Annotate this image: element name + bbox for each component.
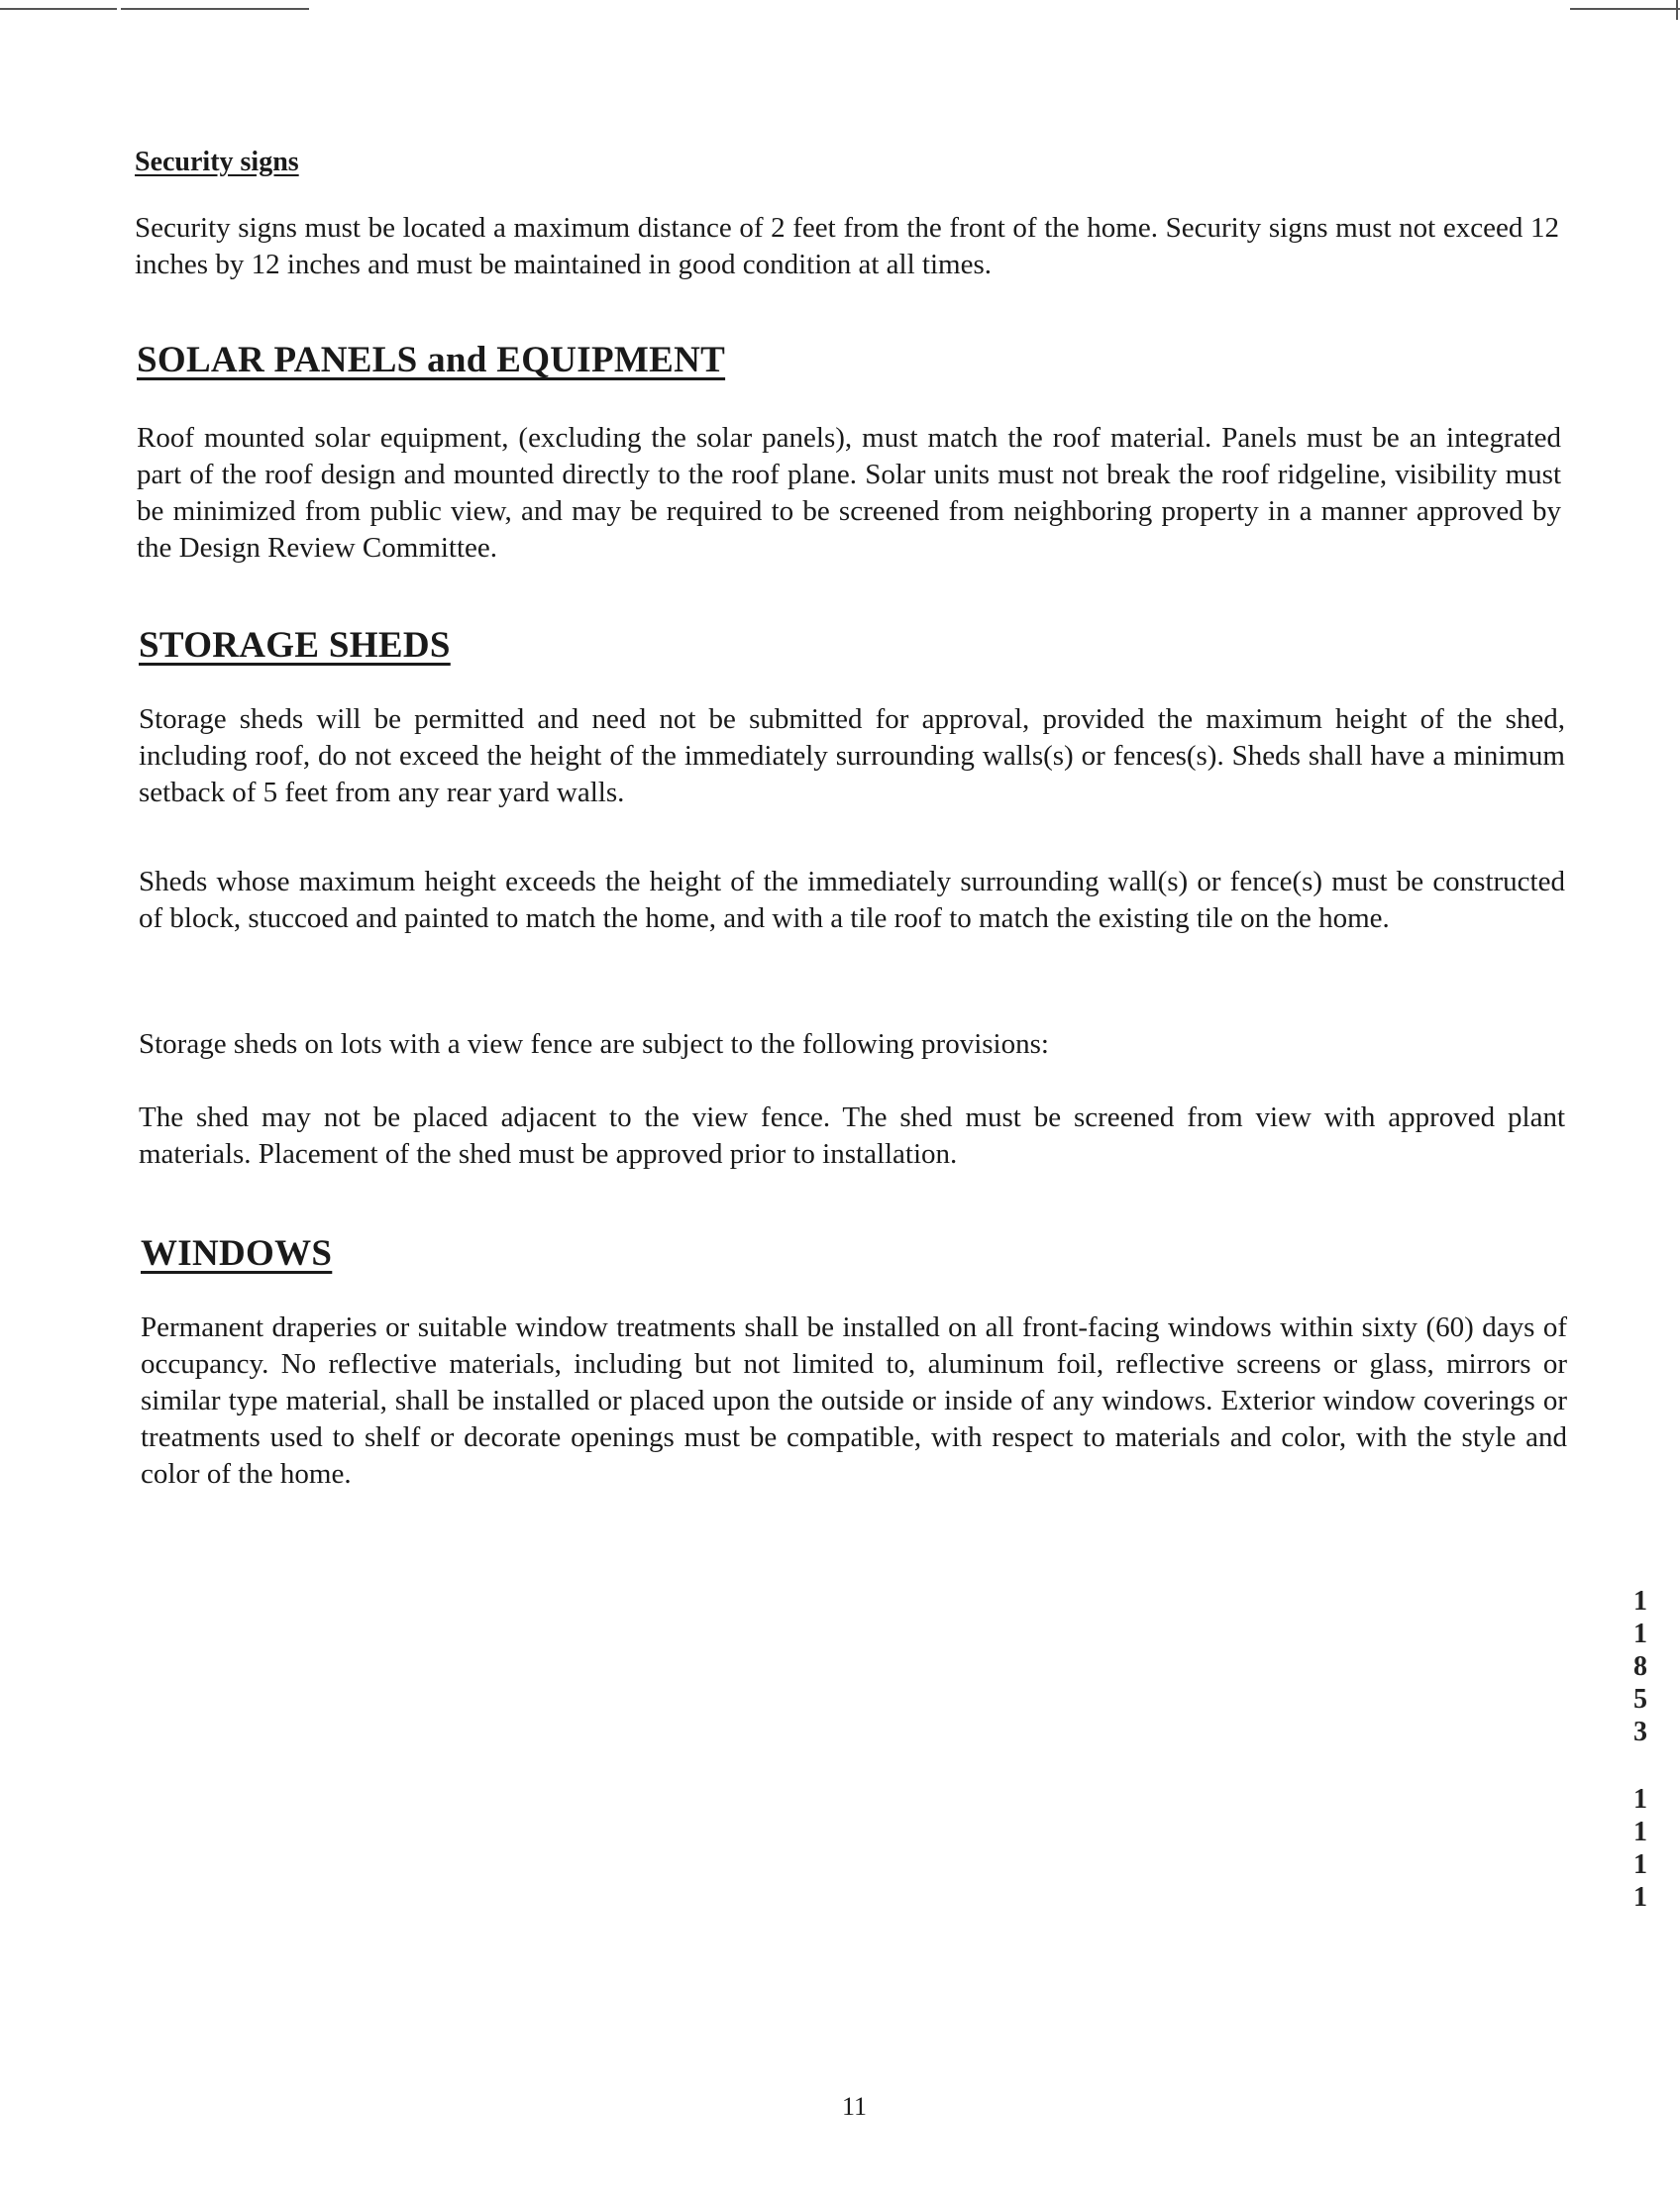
page-number: 11 — [842, 2092, 868, 2121]
top-rule-right-tick — [1676, 0, 1678, 20]
heading-solar-panels: SOLAR PANELS and EQUIPMENT — [137, 340, 726, 380]
paragraph-storage-sheds-3: Storage sheds on lots with a view fence are subject to the following provisions: — [139, 1028, 1049, 1060]
heading-windows: WINDOWS — [141, 1233, 333, 1274]
heading-storage-sheds: STORAGE SHEDS — [139, 625, 451, 666]
paragraph-storage-sheds-4: The shed may not be placed adjacent to the view fence. The shed must be screened from view with approved plant materials. Placement of the shed must be approved prior to installation. — [139, 1101, 1565, 1170]
top-rule-left — [0, 8, 117, 10]
top-rule-right — [1570, 8, 1680, 10]
margin-bates-mark-upper: 1 1 8 5 3 — [1633, 1586, 1647, 1747]
top-rule-middle — [121, 8, 309, 10]
paragraph-storage-sheds-1: Storage sheds will be permitted and need not be submitted for approval, provided the maximum height of the shed, including roof, do not exceed the height of the immediately surrounding walls(s) or fences(s). Sheds shall have a minimum setback of 5 feet from any rear yard walls. — [139, 703, 1565, 808]
heading-security-signs: Security signs — [135, 147, 299, 177]
paragraph-storage-sheds-2: Sheds whose maximum height exceeds the height of the immediately surrounding wall(s) or fence(s) must be constructed of block, stuccoed and painted to match the home, and with a tile roof to match the existing tile on the home. — [139, 866, 1565, 934]
margin-bates-mark-lower: 1 1 1 1 — [1633, 1784, 1647, 1913]
paragraph-windows: Permanent draperies or suitable window treatments shall be installed on all front-facing windows within sixty (60) days of occupancy. No reflective materials, including but not limited to, aluminum foil, reflective screens or glass, mirrors or similar type material, shall be installed or placed upon the outside or inside of any windows. Exterior window coverings or treatments used to shelf or decorate openings must be compatible, with respect to materials and color, with the style and color of the home. — [141, 1311, 1567, 1490]
paragraph-solar-panels: Roof mounted solar equipment, (excluding the solar panels), must match the roof material. Panels must be an integrated part of the roof design and mounted directly to the roof plane. Solar units must not break the roof ridgeline, visibility must be minimized from public view, and may be required to be screened from neighboring property in a manner approved by the Design Review Committee. — [137, 422, 1561, 564]
paragraph-security-signs: Security signs must be located a maximum distance of 2 feet from the front of the home. Security signs must not exceed 12 inches by 12 inches and must be maintained in good condition at all times. — [135, 212, 1559, 280]
